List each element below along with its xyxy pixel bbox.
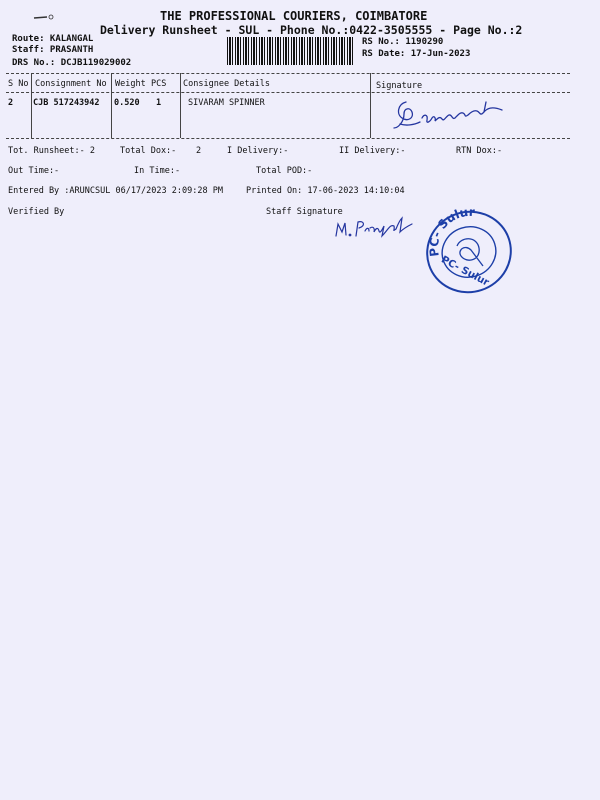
corner-mark-icon — [33, 13, 55, 21]
staff-label: Staff: PRASANTH — [12, 45, 94, 55]
table-header-rule — [6, 92, 570, 93]
header-weight: Weight — [115, 79, 146, 89]
entered-by: Entered By :ARUNCSUL 06/17/2023 2:09:28 PM — [8, 186, 223, 196]
printed-on: Printed On: 17-06-2023 14:10:04 — [246, 186, 405, 196]
drs-number: DRS No.: DCJB119029002 — [12, 58, 132, 68]
rs-number: RS No.: 1190290 — [362, 37, 444, 47]
office-stamp — [421, 206, 517, 296]
rtn-dox: RTN Dox:- — [456, 146, 503, 156]
stamp-bottom-text: PC- Sulur — [439, 254, 491, 289]
cell-consignee: SIVARAM SPINNER — [188, 98, 265, 108]
header-signature: Signature — [376, 81, 423, 91]
table-bottom-rule — [6, 138, 570, 139]
header-consignment: Consignment No — [35, 79, 107, 89]
col-divider — [180, 73, 181, 138]
route-label: Route: KALANGAL — [12, 34, 94, 44]
staff-signature — [332, 212, 424, 242]
tot-runsheet: Tot. Runsheet:- 2 — [8, 146, 95, 156]
cell-pcs: 1 — [156, 98, 162, 108]
table-top-rule — [6, 73, 570, 74]
runsheet-subtitle: Delivery Runsheet - SUL - Phone No.:0422-3505555 - Page No.:2 — [100, 23, 523, 37]
col-divider — [370, 73, 371, 138]
total-pod: Total POD:- — [256, 166, 313, 176]
rs-date: RS Date: 17-Jun-2023 — [362, 49, 471, 59]
header-consignee: Consignee Details — [183, 79, 270, 89]
verified-by: Verified By — [8, 207, 65, 217]
i-delivery: I Delivery:- — [227, 146, 289, 156]
header-pcs: PCS — [151, 79, 167, 89]
stamp-top-text: PC- Sulur — [426, 206, 476, 258]
cell-weight: 0.520 — [114, 98, 140, 108]
company-title: THE PROFESSIONAL COURIERS, COIMBATORE — [160, 9, 428, 23]
header-sno: S No — [8, 79, 29, 89]
cell-consignment: CJB 517243942 — [33, 98, 100, 108]
total-dox-value: 2 — [196, 146, 202, 156]
cell-sno: 2 — [8, 98, 14, 108]
barcode — [227, 37, 354, 65]
col-divider — [31, 73, 32, 138]
col-divider — [111, 73, 112, 138]
ii-delivery: II Delivery:- — [339, 146, 406, 156]
staff-signature-label: Staff Signature — [266, 207, 343, 217]
out-time: Out Time:- — [8, 166, 60, 176]
total-dox-label: Total Dox:- — [120, 146, 177, 156]
receiver-signature — [392, 98, 507, 134]
in-time: In Time:- — [134, 166, 181, 176]
